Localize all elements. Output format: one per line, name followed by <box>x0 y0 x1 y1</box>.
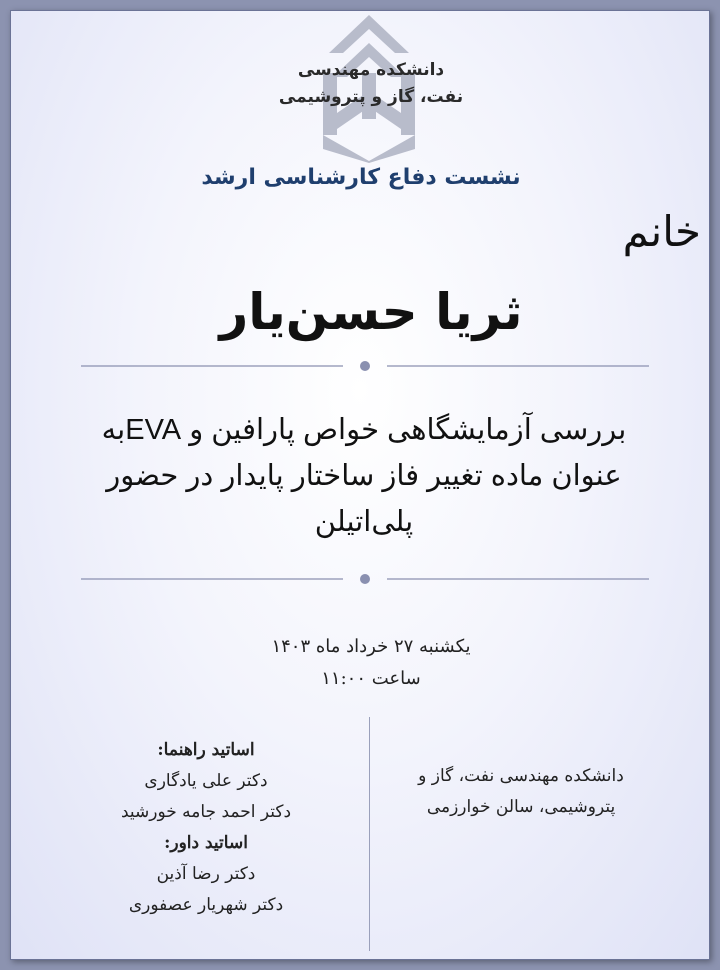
venue-line-1: دانشکده مهندسی نفت، گاز و <box>418 766 624 786</box>
thesis-title: بررسی آزمایشگاهی خواص پارافین و EVAبه عنوان ماده تغییر فاز ساختار پایدار در حضور پلی‌اتیلن <box>101 414 627 538</box>
divider-top <box>81 359 649 373</box>
professors <box>81 735 331 921</box>
announcement-card <box>10 10 710 960</box>
faculty-line-2: نفت، گاز و پتروشیمی <box>278 87 464 107</box>
schedule <box>221 631 521 695</box>
referee-name: دکتر رضا آذین <box>156 864 256 884</box>
defense-time: ساعت ۱۱:۰۰ <box>321 668 421 689</box>
supervisor-name: دکتر احمد جامه خورشید <box>120 802 292 822</box>
supervisors-heading: اساتید راهنما: <box>157 740 255 760</box>
defense-date: یکشنبه ۲۷ خرداد ماه ۱۴۰۳ <box>271 636 471 657</box>
faculty-line-1: دانشکده مهندسی <box>297 60 445 80</box>
divider-bottom <box>81 572 649 586</box>
event-title: نشست دفاع کارشناسی ارشد <box>201 165 521 190</box>
honorific: خانم <box>622 207 701 256</box>
faculty-name <box>251 57 491 111</box>
referee-name: دکتر شهریار عصفوری <box>128 895 284 915</box>
venue <box>391 761 651 823</box>
referees-heading: اساتید داور: <box>164 833 248 853</box>
student-name: ثریا حسن‌یار <box>219 283 523 341</box>
supervisor-name: دکتر علی یادگاری <box>144 771 268 791</box>
column-divider <box>369 717 370 951</box>
venue-line-2: پتروشیمی، سالن خوارزمی <box>426 797 616 817</box>
